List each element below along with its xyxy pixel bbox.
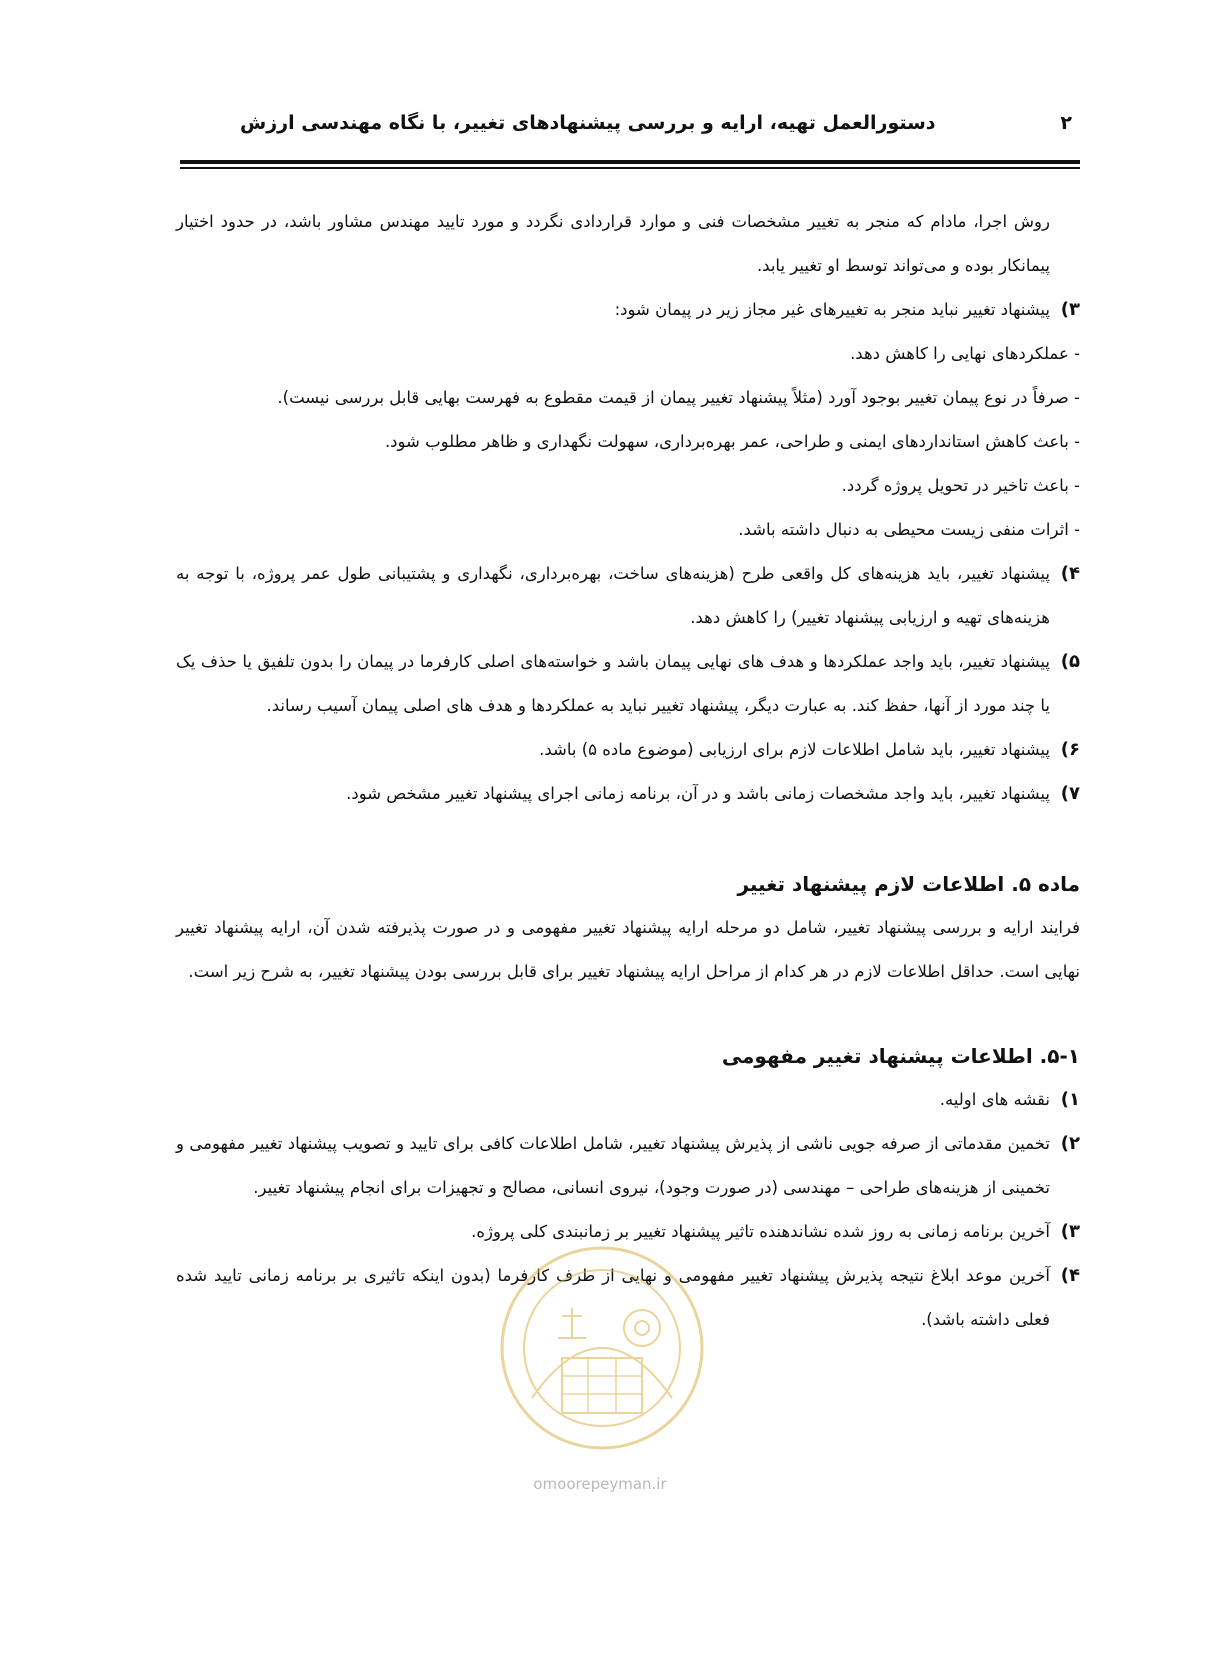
- section-heading-5: ماده ۵. اطلاعات لازم پیشنهاد تغییر: [737, 872, 1080, 896]
- dash-item: - باعث تاخیر در تحویل پروژه گردد.: [841, 476, 1080, 495]
- item-text: آخرین موعد ابلاغ نتیجه پذیرش پیشنهاد تغییر مفهومی و نهایی از طرف کارفرما (بدون اینکه تاثیری بر برنامه زمانی تایید شده فعلی داشته باشد).: [176, 1266, 1050, 1329]
- header-rule-thin: [180, 167, 1080, 169]
- list-item-5: [176, 640, 1080, 728]
- item-text: تخمین مقدماتی از صرفه جویی ناشی از پذیرش پیشنهاد تغییر، شامل اطلاعات کافی برای تایید و تصویب پیشنهاد تغییر مفهومی و تخمینی از هزینه‌های طراحی – مهندسی (در صورت وجود)، نیروی انسانی، مصالح و تجهیزات برای انجام پیشنهاد تغییر.: [176, 1134, 1050, 1197]
- item-number: ۵): [1060, 651, 1080, 672]
- intro-continuation: روش اجرا، مادام که منجر به تغییر مشخصات فنی و موارد قراردادی نگردد و مورد تایید مهندس مشاور باشد، در حدود اختیار پیمانکار بوده و می‌تواند توسط او تغییر یابد.: [176, 212, 1050, 275]
- item-text: پیشنهاد تغییر نباید منجر به تغییرهای غیر مجاز زیر در پیمان شود:: [614, 300, 1050, 319]
- item-text: پیشنهاد تغییر، باید شامل اطلاعات لازم برای ارزیابی (موضوع ماده ۵) باشد.: [539, 740, 1050, 759]
- item-number: ۴): [1060, 1265, 1080, 1286]
- list-item-3b: [176, 1210, 1080, 1254]
- item-number: ۳): [1060, 299, 1080, 320]
- dash-item: - اثرات منفی زیست محیطی به دنبال داشته باشد.: [738, 520, 1080, 539]
- section-heading-5-1: ۵-۱. اطلاعات پیشنهاد تغییر مفهومی: [721, 1044, 1080, 1068]
- item-text: پیشنهاد تغییر، باید هزینه‌های کل واقعی طرح (هزینه‌های ساخت، بهره‌برداری، نگهداری و پشتیبانی طول عمر پروژه، با توجه به هزینه‌های تهیه و ارزیابی پیشنهاد تغییر) را کاهش دهد.: [176, 564, 1050, 627]
- item-number: ۱): [1060, 1089, 1080, 1110]
- section-5-paragraph: فرایند ارایه و بررسی پیشنهاد تغییر، شامل دو مرحله ارایه پیشنهاد تغییر مفهومی و در صورت پذیرفته شدن آن، ارایه پیشنهاد تغییر نهایی است. حداقل اطلاعات لازم در هر کدام از مراحل ارایه پیشنهاد تغییر برای قابل بررسی بودن پیشنهاد تغییر، به شرح زیر است.: [176, 918, 1080, 981]
- item-number: ۳): [1060, 1221, 1080, 1242]
- page-header: [180, 108, 1080, 148]
- list-item-3: [176, 288, 1080, 332]
- dash-item: - باعث کاهش استانداردهای ایمنی و طراحی، عمر بهره‌برداری، سهولت نگهداری و ظاهر مطلوب شود.: [384, 432, 1080, 451]
- list-item-7: [176, 772, 1080, 816]
- list-item-2: [176, 1122, 1080, 1210]
- item-number: ۴): [1060, 563, 1080, 584]
- list-item-6: [176, 728, 1080, 772]
- item-text: پیشنهاد تغییر، باید واجد مشخصات زمانی باشد و در آن، برنامه زمانی اجرای پیشنهاد تغییر مشخص شود.: [346, 784, 1050, 803]
- list-item-4: [176, 552, 1080, 640]
- running-title: دستورالعمل تهیه، ارایه و بررسی پیشنهادهای تغییر، با نگاه مهندسی ارزش: [240, 112, 936, 134]
- dash-item: - عملکردهای نهایی را کاهش دهد.: [850, 344, 1080, 363]
- item-text: نقشه های اولیه.: [939, 1090, 1050, 1109]
- item-number: ۶): [1060, 739, 1080, 760]
- item-number: ۷): [1060, 783, 1080, 804]
- page-number: ۲: [1060, 112, 1072, 134]
- item-number: ۲): [1060, 1133, 1080, 1154]
- spacer: [176, 994, 1080, 1034]
- list-item-4b: [176, 1254, 1080, 1342]
- list-item-1: [176, 1078, 1080, 1122]
- header-rule-thick: [180, 160, 1080, 164]
- body-content: [176, 200, 1080, 1342]
- dash-item: - صرفاً در نوع پیمان تغییر بوجود آورد (مثلاً پیشنهاد تغییر پیمان از قیمت مقطوع به فهرست بهایی قابل بررسی نیست).: [277, 388, 1080, 407]
- spacer: [176, 816, 1080, 862]
- item-text: پیشنهاد تغییر، باید واجد عملکردها و هدف های نهایی پیمان باشد و خواسته‌های اصلی کارفرما در پیمان را بدون تلفیق یا حذف یک یا چند مورد از آنها، حفظ کند. به عبارت دیگر، پیشنهاد تغییر نباید به عملکردها و هدف های اصلی پیمان آسیب رساند.: [176, 652, 1050, 715]
- watermark-site: omoorepeyman.ir: [533, 1475, 667, 1493]
- item-text: آخرین برنامه زمانی به روز شده نشاندهنده تاثیر پیشنهاد تغییر بر زمانبندی کلی پروژه.: [471, 1222, 1050, 1241]
